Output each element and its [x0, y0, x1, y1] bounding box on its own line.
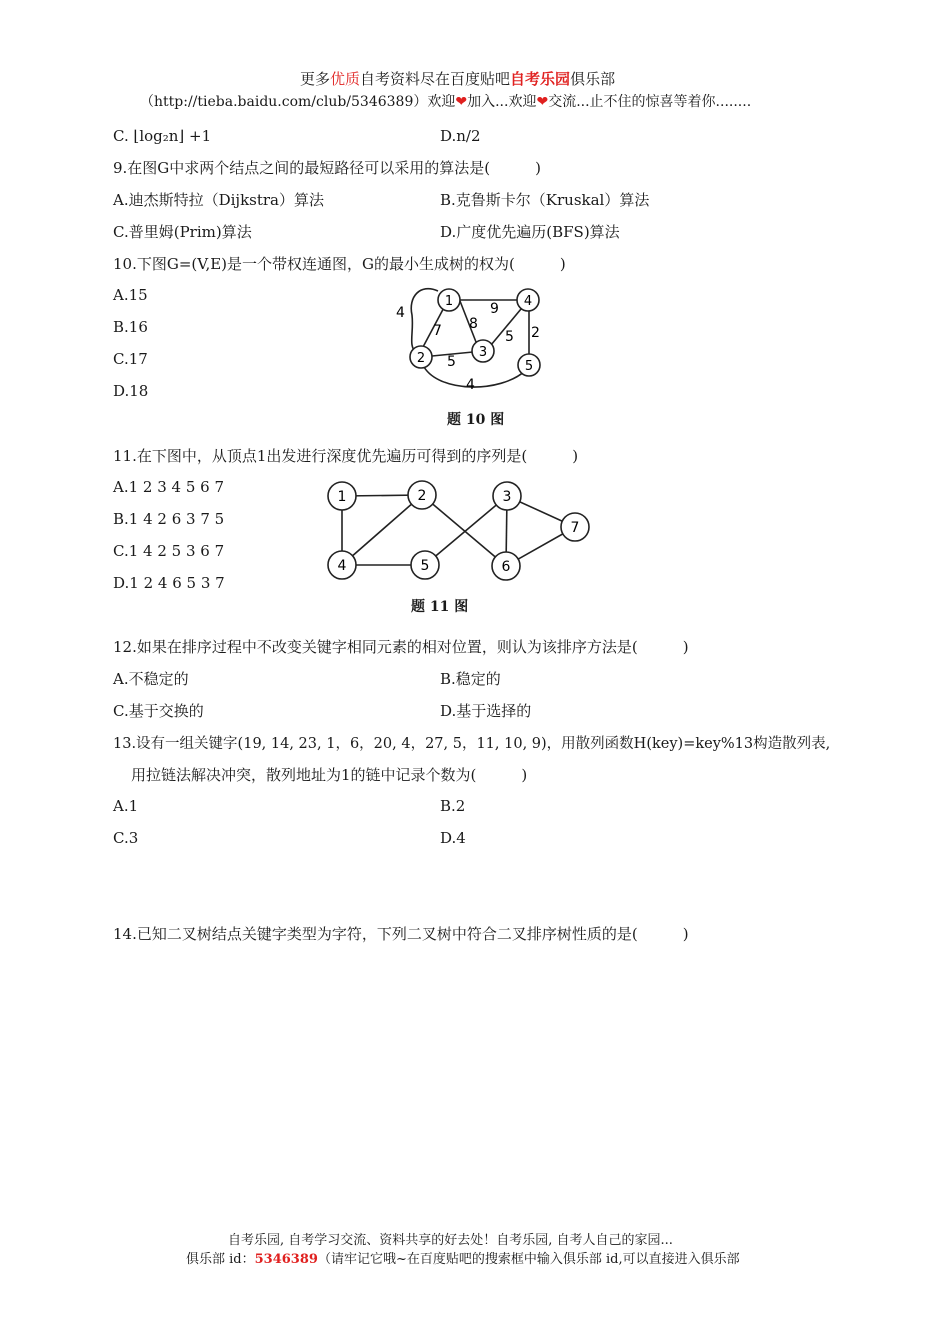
q12-option-c: C.基于交换的 — [113, 702, 204, 720]
q14-text: 14.已知二叉树结点关键字类型为字符，下列二叉树中符合二叉排序树性质的是( ) — [113, 925, 689, 943]
svg-text:5: 5 — [420, 558, 430, 574]
q11-node-1 — [328, 482, 356, 510]
header-line-2 — [140, 91, 751, 111]
q11-option-c: C.1 4 2 5 3 6 7 — [113, 542, 225, 560]
q11-graph — [320, 475, 600, 585]
svg-text:1: 1 — [337, 489, 347, 505]
q10-caption: 题 10 图 — [447, 412, 505, 428]
q11-node-6 — [492, 552, 520, 580]
header-text: 更多 — [300, 70, 331, 88]
footer-note: （请牢记它哦~在百度贴吧的搜索框中输入俱乐部 id,可以直接进入俱乐部 — [317, 1252, 740, 1267]
q11-node-7 — [561, 513, 589, 541]
q13-option-b: B.2 — [440, 797, 466, 815]
heart-icon: ❤ — [536, 94, 549, 110]
q9-option-d: D.广度优先遍历(BFS)算法 — [440, 223, 620, 241]
header-text: 自考资料尽在百度贴吧 — [360, 70, 511, 88]
q10-weight: 8 — [469, 316, 478, 332]
svg-text:1: 1 — [444, 294, 454, 309]
q10-weight: 5 — [447, 354, 456, 370]
header-brand: 自考乐园 — [510, 70, 571, 88]
q13-text-line-2: 用拉链法解决冲突，散列地址为1的链中记录个数为( ) — [131, 766, 528, 784]
q10-weight: 9 — [490, 301, 499, 317]
q11-caption: 题 11 图 — [411, 599, 469, 615]
svg-text:4: 4 — [523, 294, 533, 309]
footer-id-label: 俱乐部 id： — [186, 1252, 255, 1267]
q11-option-a: A.1 2 3 4 5 6 7 — [113, 478, 225, 496]
q10-node-2 — [410, 346, 432, 368]
q11-node-2 — [408, 481, 436, 509]
header-link-text: （http://tieba.baidu.com/club/5346389）欢迎 — [140, 94, 456, 110]
q13-option-d: D.4 — [440, 829, 466, 847]
q10-node-1 — [438, 289, 460, 311]
q10-option-d: D.18 — [113, 382, 149, 400]
svg-text:5: 5 — [524, 359, 534, 374]
q10-node-3 — [472, 340, 494, 362]
q10-option-c: C.17 — [113, 350, 148, 368]
header-text: 交流...止不住的惊喜等着你........ — [548, 94, 752, 110]
q11-node-3 — [493, 482, 521, 510]
q9-option-c: C.普里姆(Prim)算法 — [113, 223, 252, 241]
q11-text: 11.在下图中，从顶点1出发进行深度优先遍历可得到的序列是( ) — [113, 447, 579, 465]
q11-option-d: D.1 2 4 6 5 3 7 — [113, 574, 225, 592]
q10-weight: 2 — [531, 325, 540, 341]
q12-text: 12.如果在排序过程中不改变关键字相同元素的相对位置，则认为该排序方法是( ) — [113, 638, 689, 656]
q13-text-line-1: 13.设有一组关键字(19, 14, 23, 1，6，20, 4，27, 5，11, 10, 9)，用散列函数H(key)=key%13构造散列表, — [113, 736, 831, 752]
q10-node-5 — [518, 354, 540, 376]
q10-option-b: B.16 — [113, 318, 148, 336]
header-line-1 — [300, 68, 615, 89]
svg-text:3: 3 — [478, 345, 488, 360]
q10-text: 10.下图G=(V,E)是一个带权连通图，G的最小生成树的权为( ) — [113, 255, 566, 273]
svg-text:3: 3 — [502, 489, 512, 505]
q10-node-4 — [517, 289, 539, 311]
q12-option-b: B.稳定的 — [440, 670, 501, 688]
q10-weight: 4 — [466, 377, 475, 393]
footer-line-1: 自考乐园, 自考学习交流、资料共享的好去处！自考乐园, 自考人自己的家园... — [228, 1233, 673, 1248]
q9-option-b: B.克鲁斯卡尔（Kruskal）算法 — [440, 191, 650, 209]
q11-option-b: B.1 4 2 6 3 7 5 — [113, 510, 225, 528]
q11-node-5 — [411, 551, 439, 579]
heart-icon: ❤ — [455, 94, 468, 110]
q8-option-d: D.n/2 — [440, 127, 481, 145]
q13-option-c: C.3 — [113, 829, 139, 847]
q10-weight: 5 — [505, 329, 514, 345]
svg-text:2: 2 — [417, 488, 427, 504]
header-text: 俱乐部 — [570, 70, 616, 88]
svg-text:7: 7 — [570, 520, 580, 536]
svg-text:4: 4 — [337, 558, 347, 574]
q10-weight: 4 — [396, 305, 405, 321]
q10-graph — [380, 275, 560, 400]
q9-option-a: A.迪杰斯特拉（Dijkstra）算法 — [113, 191, 325, 209]
header-highlight: 优质 — [330, 70, 361, 88]
q10-weight: 7 — [433, 323, 442, 339]
svg-text:6: 6 — [501, 559, 511, 575]
q8-option-c: C. ⌊log₂n⌋ +1 — [113, 127, 212, 145]
q12-option-d: D.基于选择的 — [440, 702, 532, 720]
svg-text:2: 2 — [416, 351, 426, 366]
footer-line-2 — [186, 1248, 740, 1267]
header-text: 加入...欢迎 — [467, 94, 537, 110]
q9-text: 9.在图G中求两个结点之间的最短路径可以采用的算法是( ) — [113, 159, 542, 177]
q13-option-a: A.1 — [113, 797, 139, 815]
q10-option-a: A.15 — [113, 286, 148, 304]
q11-node-4 — [328, 551, 356, 579]
q12-option-a: A.不稳定的 — [113, 670, 189, 688]
footer-club-id: 5346389 — [254, 1252, 318, 1267]
